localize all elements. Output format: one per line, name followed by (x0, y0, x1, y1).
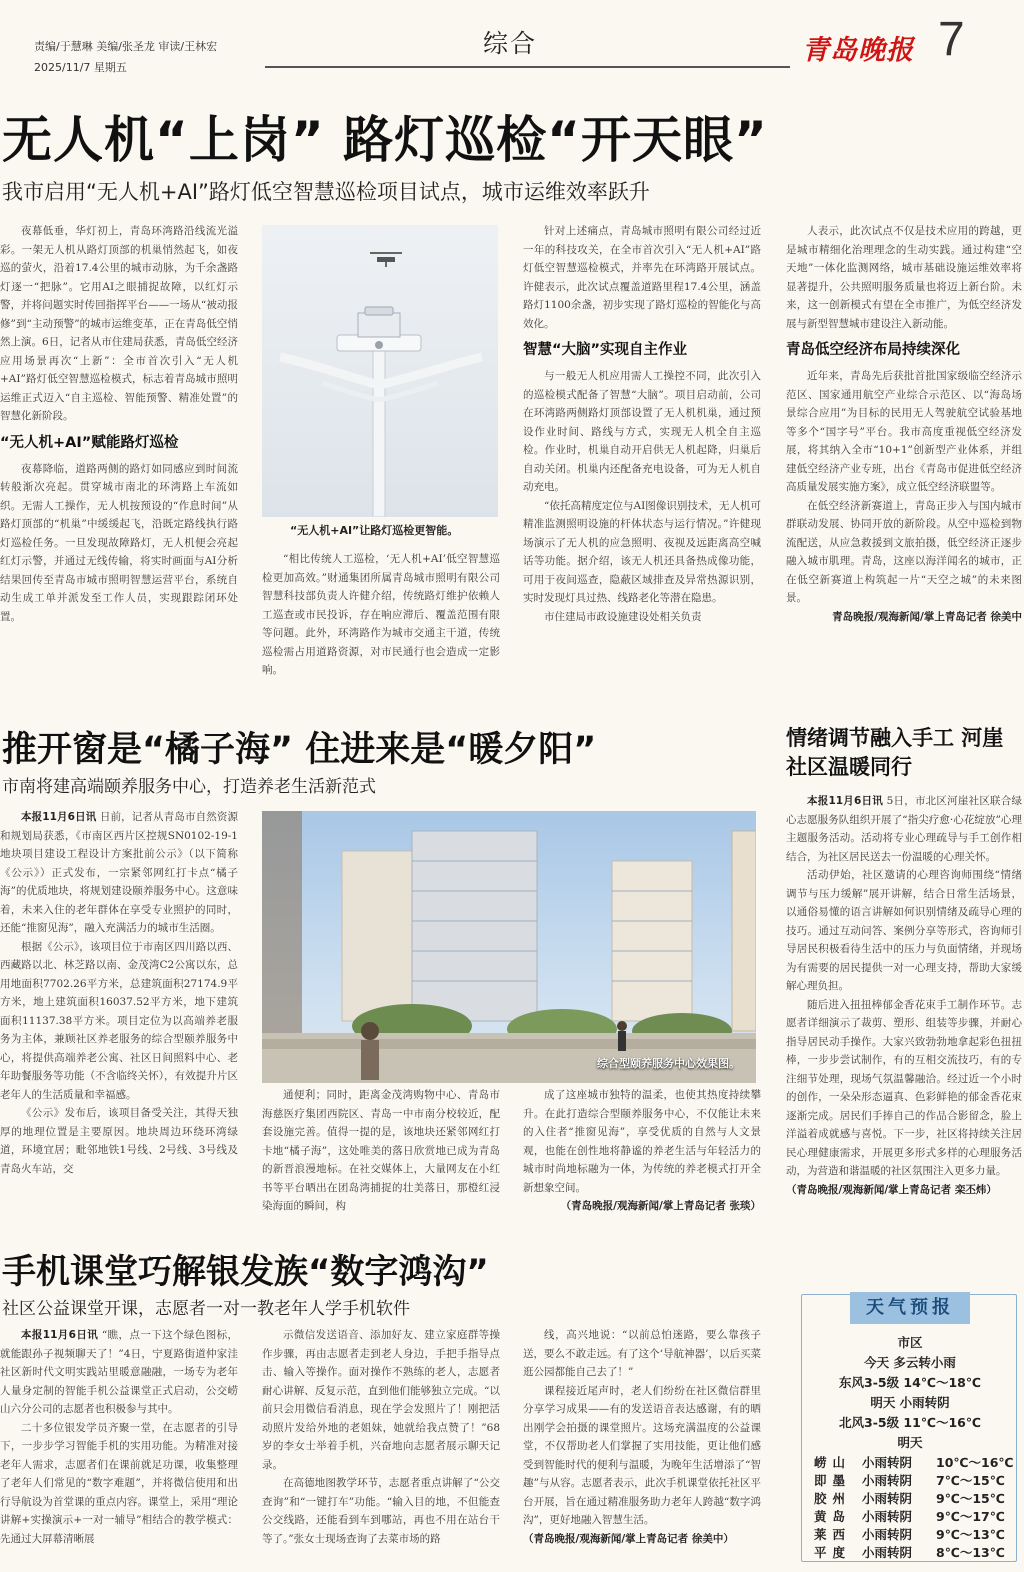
paragraph: 5日，市北区河崖社区联合绿心志愿服务队组织开展了“指尖疗愈·心花绽放”心理主题服务活动。活动将专业心理疏导与手工创作相结合，为社区居民送去一份温暖的心理关怀。 (786, 795, 1022, 863)
weather-regions-label: 明天 (897, 1435, 923, 1450)
streetlight-illustration (262, 225, 498, 517)
byline: （青岛晚报/观海新闻/掌上青岛记者 栾丕炜） (786, 1183, 997, 1196)
article2-col1 (0, 808, 238, 1232)
weather-row: 胶州 小雨转阴 9℃～15℃ (814, 1491, 1005, 1506)
article2-col3 (523, 1086, 761, 1232)
weather-tomorrow: 明天 小雨转阴 (870, 1395, 950, 1410)
weather-row: 崂山 小雨转阴 10℃～16℃ (814, 1455, 1014, 1470)
article4-subtitle: 社区公益课堂开课，志愿者一对一教老年人学手机软件 (2, 1299, 410, 1319)
article1-col1 (0, 222, 238, 692)
article1-col2 (262, 550, 500, 690)
byline: （青岛晚报/观海新闻/掌上青岛记者 徐美中） (523, 1532, 734, 1545)
weather-row: 黄岛 小雨转阴 9℃～17℃ (814, 1509, 1005, 1524)
article4-title: 手机课堂巧解银发族“数字鸿沟” (2, 1252, 489, 1292)
weather-row: 平度 小雨转阴 8℃～13℃ (814, 1545, 1005, 1560)
article3-body (786, 792, 1022, 1278)
paragraph: 在高德地图教学环节，志愿者重点讲解了“公交查询”和“一键打车”功能。“输入目的地，不但能查公交线路，还能看到车到哪站，再也不用在站台干等了。”张女士现场查询了去菜市场的路 (262, 1477, 500, 1545)
drone-icon (370, 253, 402, 267)
byline: （青岛晚报/观海新闻/掌上青岛记者 张琰） (560, 1200, 761, 1212)
article1-col4 (786, 222, 1022, 692)
lead-dateline: 本报11月6日讯 (807, 795, 884, 807)
article2-col2 (262, 1086, 500, 1232)
article1-col3 (523, 222, 761, 692)
paragraph: 通便利；同时，距离金茂湾购物中心、青岛市海慈医疗集团西院区、青岛一中市南分校较近，配套设施完善。值得一提的是，该地块还紧邻网红打卡地“橘子海”，这处唯美的落日欣赏地已成为青岛的新晋浪漫地标。在社交媒体上，大量网友在小红书等平台晒出在团岛湾捕捉的壮美落日，那橙红浸染海面的瞬间，构 (262, 1089, 500, 1212)
weather-today-wind: 东风3-5级 14℃～18℃ (839, 1375, 981, 1390)
paragraph: 近年来，青岛先后获批首批国家级临空经济示范区、国家通用航空产业综合示范区、以“海岛场景综合应用”为目标的民用无人驾驶航空试验基地等多个“国字号”平台。我市高度重视低空经济发展，将其纳入全市“10+1”创新型产业体系，并组建低空经济产业专班，出台《青岛市促进低空经济高质量发展实施方案》，成立低空经济联盟等。 (786, 370, 1022, 493)
subheading: 智慧“大脑”实现自主作业 (523, 342, 688, 358)
weather-row: 即墨 小雨转阴 7℃～15℃ (814, 1473, 1005, 1488)
article4-col1 (0, 1326, 238, 1566)
weather-forecast-box (801, 1294, 1017, 1562)
paragraph: 夜幕低垂，华灯初上，青岛环湾路沿线流光溢彩。一架无人机从路灯顶部的机巢悄然起飞，如夜巡的萤火，沿着17.4公里的城市动脉，为千余盏路灯逐一“把脉”。它用AI之眼捕捉故障，以红灯示警，并将问题实时传回指挥平台——一场从“被动报修”到“主动预警”的城市运维变革，正在青岛低空悄然上演。6日，记者从市住建局获悉，青岛低空经济应用场景再次“上新”：全市首次引入“无人机+AI”路灯低空智慧巡检模式，标志着青岛城市照明运维正式迈入“自主巡检、智能预警、精准处置”的智慧化新阶段。 (0, 225, 238, 422)
building-illustration (262, 811, 756, 1083)
article3-title: 情绪调节融入手工 河崖社区温暖同行 (786, 726, 1004, 779)
paragraph: “瞧，点一下这个绿色图标，就能跟孙子视频聊天了！”4日，宁夏路街道仲家洼社区新时代文明实践站里暖意融融，一场专为老年人量身定制的智能手机公益课堂正式启动，公交崂山六分公司的志愿者也积极参与其中。 (0, 1329, 238, 1415)
paragraph: 线，高兴地说：“以前总怕迷路，要么靠孩子送，要么不敢走远。有了这个‘导航神器’，以后买菜逛公园都能自己去了！” (523, 1329, 761, 1378)
subheading: “无人机+AI”赋能路灯巡检 (0, 434, 179, 451)
drone-streetlight-photo (262, 225, 498, 517)
masthead-meta (34, 36, 274, 78)
paragraph: 在低空经济新赛道上，青岛正步入与国内城市群联动发展、协同开放的新阶段。从空中巡检到物流配送，从应急救援到文旅拍摄，低空经济正逐步融入城市肌理。青岛，这座以海洋闻名的城市，正在低空新赛道上构筑起一片“天空之城”的未来图景。 (786, 499, 1022, 604)
paragraph: 《公示》发布后，该项目备受关注，其得天独厚的地理位置是主要原因。地块周边环绕环湾绿道，环境宜居；毗邻地铁1号线、2号线、3号线及青岛火车站，交 (0, 1107, 238, 1175)
editors-line: 责编/于慧琳 美编/张圣龙 审读/王林宏 (34, 40, 218, 53)
byline: 青岛晚报/观海新闻/掌上青岛记者 徐美中 (832, 610, 1022, 623)
paragraph: 课程接近尾声时，老人们纷纷在社区微信群里分享学习成果——有的发送语音表达感谢，有的晒出刚学会拍摄的课堂照片。这场充满温度的公益课堂，不仅帮助老人们掌握了实用技能，更让他们感受到智能时代的便利与温暖，为晚年生活增添了“智趣”与从容。志愿者表示，此次手机课堂依托社区平台开展，旨在通过精准服务助力老年人跨越“数字鸿沟”，更好地融入智慧生活。 (523, 1384, 761, 1526)
paragraph: 人表示，此次试点不仅是技术应用的跨越，更是城市精细化治理理念的生动实践。通过构建“空天地”一体化监测网络，城市基础设施运维效率将显著提升，公共照明服务质量也将迈上新台阶。未来，这一创新模式有望在全市推广，为低空经济发展与新型智慧城市建设注入新动能。 (786, 225, 1022, 330)
paragraph: 针对上述痛点，青岛城市照明有限公司经过近一年的科技攻关，在全市首次引入“无人机+AI”路灯低空智慧巡检模式，并率先在环湾路开展试点。许健表示，此次试点覆盖道路里程17.4公里，涵盖路灯1100余盏，初步实现了路灯巡检的智能化与高效化。 (523, 225, 761, 330)
page-number: 7 (938, 13, 965, 66)
weather-tomorrow-wind: 北风3-5级 11℃～16℃ (839, 1415, 981, 1430)
weather-area: 市区 (897, 1335, 923, 1350)
paragraph: 随后进入扭扭棒郁金香花束手工制作环节。志愿者详细演示了裁剪、塑形、组装等步骤，并耐心指导居民动手操作。大家兴致勃勃地拿起彩色扭扭棒，一步步尝试制作，有的互相交流技巧，有的专注细节处理，现场气氛温馨融洽。经过近一个小时的创作，一朵朵形态逼真、色彩鲜艳的郁金香花束逐渐完成。居民们手捧自己的作品合影留念，脸上洋溢着成就感与喜悦。下一步，社区将持续关注居民心理健康需求，开展更多形式多样的心理服务活动，为营造和谐温暖的社区氛围注入更多力量。 (786, 998, 1022, 1177)
paragraph: 根据《公示》，该项目位于市南区四川路以西、西藏路以北、林芝路以南、金茂湾C2公寓以东，总用地面积7702.26平方米，总建筑面积27174.9平方米，地上建筑面积16037.52平方米，地下建筑面积11137.38平方米。项目定位为以高端养老服务为主体，兼顾社区养老服务的综合型颐养服务中心，将提供高端养老公寓、社区日间照料中心、老年助餐服务等功能（不含临终关怀），有效提升片区老年人的生活质量和幸福感。 (0, 940, 238, 1101)
issue-date: 2025/11/7 星期五 (34, 61, 127, 74)
weather-row: 莱西 小雨转阴 9℃～13℃ (814, 1527, 1005, 1542)
lead-dateline: 本报11月6日讯 (21, 811, 97, 823)
newspaper-logo: 青岛晚报 (802, 35, 914, 66)
paragraph: 活动伊始，社区邀请的心理咨询师围绕“情绪调节与压力缓解”展开讲解，结合日常生活场景，以通俗易懂的语言讲解如何识别情绪及疏导心理的技巧。通过互动问答、案例分享等形式，咨询师引导居民积极看待生活中的压力与负面情绪，并现场为有需要的居民提供一对一心理支持，帮助大家缓解心理负担。 (786, 869, 1022, 992)
photo1-caption: “无人机+AI”让路灯巡检更智能。 (290, 524, 459, 537)
header-rule (265, 66, 790, 68)
subheading: 青岛低空经济布局持续深化 (786, 342, 960, 358)
article2-title: 推开窗是“橘子海” 住进来是“暖夕阳” (2, 730, 597, 770)
article2-subtitle: 市南将建高端颐养服务中心，打造养老生活新范式 (2, 777, 376, 797)
paragraph: 与一般无人机应用需人工操控不同，此次引入的巡检模式配备了智慧“大脑”。项目启动前，公司在环湾路两侧路灯顶部设置了无人机机巢，通过预设作业时间、路线与方式，实现无人机全自主巡检。作业时，机巢自动开启供无人机起降，归巢后自动关闭。机巢内还配备充电设备，可为无人机自动充电。 (523, 370, 761, 493)
photo2-caption: 综合型颐养服务中心效果图。 (597, 1057, 740, 1070)
article4-col3 (523, 1326, 761, 1566)
lead-dateline: 本报11月6日讯 (21, 1329, 99, 1341)
paragraph: 成了这座城市独特的温柔，也使其热度持续攀升。在此打造综合型颐养服务中心，不仅能让未来的入住者“推窗见海”，享受优质的自然与人文景观，也能在创性地将静谧的养老生活与年轻活力的城市时尚地标融为一体，为传统的养老模式打开全新想象空间。 (523, 1089, 761, 1194)
paragraph: “相比传统人工巡检，‘无人机+AI’低空智慧巡检更加高效。”财通集团所属青岛城市照明有限公司智慧科技部负责人许健介绍，传统路灯维护依赖人工巡查或市民投诉，存在响应滞后、覆盖范围有限等问题。此外，环湾路作为城市交通主干道，传统巡检需占用道路资源，对市民通行也会造成一定影响。 (262, 553, 500, 676)
paragraph: “依托高精度定位与AI图像识别技术，无人机可精准监测照明设施的杆体状态与运行情况。”许健现场演示了无人机的应急照明、夜视及远距离高空喊话等功能。据介绍，该无人机还具备热成像功能，可用于夜间巡查，隐蔽区域排查及异常热源识别，实时发现灯具过热、线路老化等潜在隐患。 (523, 499, 761, 604)
weather-title: 天气预报 (850, 1292, 970, 1324)
article1-title: 无人机“上岗” 路灯巡检“开天眼” (2, 111, 768, 169)
section-title: 综合 (482, 29, 537, 58)
paragraph: 日前，记者从青岛市自然资源和规划局获悉，《市南区西片区控规SN0102-19-1地块项目建设工程设计方案批前公示》（以下简称《公示》）正式发布，一宗紧邻网红打卡点“橘子海”的优质地块，将规划建设颐养服务中心。这意味着，未来入住的老年群体在享受专业照护的同时，还能“推窗见海”，融入充满活力的城市生活圈。 (0, 811, 238, 934)
article1-subtitle: 我市启用“无人机+AI”路灯低空智慧巡检项目试点，城市运维效率跃升 (2, 180, 650, 204)
paragraph: 示微信发送语音、添加好友、建立家庭群等操作步骤，再由志愿者走到老人身边，手把手指导点击、输入等操作。面对操作不熟练的老人，志愿者耐心讲解、反复示范，直到他们能够独立完成。“以前只会用微信看消息，现在学会发照片了！刚把活动照片发给外地的老姐妹，她就给我点赞了！”68岁的李女士举着手机，兴奋地向志愿者展示聊天记录。 (262, 1329, 500, 1471)
paragraph: 市住建局市政设施建设处相关负责 (544, 610, 702, 623)
elderly-center-rendering (262, 811, 756, 1083)
article4-col2 (262, 1326, 500, 1566)
paragraph: 二十多位银发学员齐聚一堂，在志愿者的引导下，一步步学习智能手机的实用功能。为精准对接老年人需求，志愿者们在课前就足功课，收集整理了老年人们常见的“数字难题”，并将微信使用和出行导航设为首堂课的重点内容。课堂上，采用“理论讲解+实操演示+一对一辅导”相结合的教学模式：先通过大屏幕清晰展 (0, 1421, 238, 1545)
paragraph: 夜幕降临，道路两侧的路灯如同感应到时间流转般渐次亮起。贯穿城市南北的环湾路上车流如织。无需人工操作，无人机按预设的“作息时间”从路灯顶部的“机巢”中缓缓起飞，沿既定路线执行路灯巡检任务。一旦发现故障路灯，无人机便会亮起红灯示警，并通过无线传输，将实时画面与AI分析结果回传至青岛市城市照明智慧运营平台，系统自动生成工单并派发至工作人员，实现跟踪闭环处置。 (0, 462, 238, 623)
weather-today: 今天 多云转小雨 (864, 1355, 956, 1370)
